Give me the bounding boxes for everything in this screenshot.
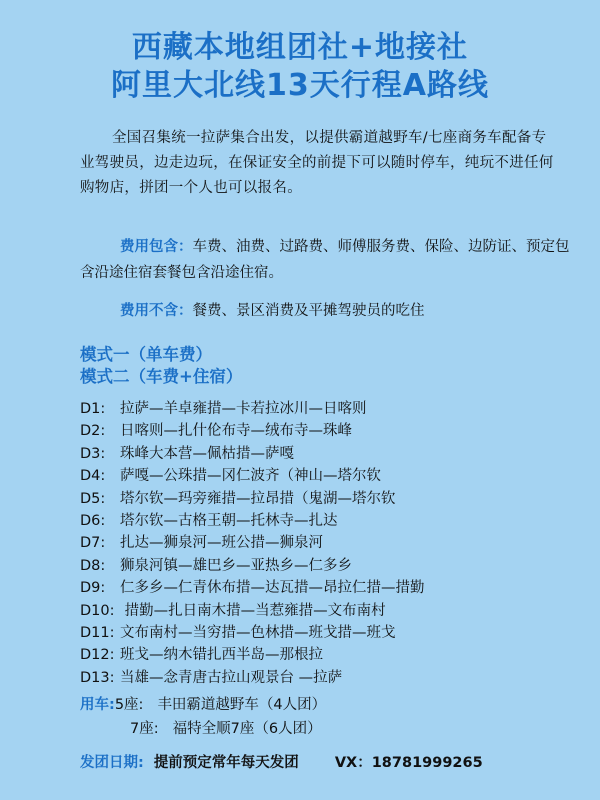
day-route: 塔尔钦—古格王朝—托林寺—扎达 bbox=[120, 512, 338, 529]
vehicle-car-5: 丰田霸道越野车 bbox=[157, 697, 259, 713]
itinerary-day-6 bbox=[80, 510, 580, 532]
page-title: 西藏本地组团社+地接社 bbox=[131, 30, 469, 65]
vehicle-line-2 bbox=[130, 718, 322, 740]
day-route: 文布南村—当穷措—色林措—班戈措—班戈 bbox=[120, 624, 396, 641]
vehicle-label: 用车: bbox=[80, 697, 115, 713]
day-route: 扎达—狮泉河—班公措—狮泉河 bbox=[120, 535, 323, 552]
day-code: D10: bbox=[80, 602, 115, 619]
day-code: D1: bbox=[80, 401, 106, 417]
mode-two: 模式二（车费+住宿） bbox=[80, 367, 243, 386]
vehicle-seats-7: 7座: bbox=[130, 721, 159, 737]
day-route: 狮泉河镇—雄巴乡—亚热乡—仁多乡 bbox=[120, 557, 352, 574]
day-code: D13: bbox=[80, 669, 115, 686]
departure-label: 发团日期: bbox=[80, 755, 144, 771]
day-route: 塔尔钦—玛旁雍措—拉昂措（鬼湖—塔尔钦 bbox=[120, 490, 396, 507]
vehicle-line-1 bbox=[80, 694, 326, 716]
vehicle-seats-5: 5座: bbox=[114, 697, 144, 713]
itinerary-day-7 bbox=[80, 532, 580, 554]
day-code: D8: bbox=[80, 557, 106, 574]
itinerary-day-2 bbox=[80, 420, 580, 442]
itinerary-day-10 bbox=[80, 600, 580, 622]
departure-line bbox=[80, 752, 483, 774]
itinerary-day-1 bbox=[80, 398, 580, 420]
itinerary-day-13 bbox=[80, 667, 580, 689]
itinerary-day-5 bbox=[80, 488, 580, 510]
day-code: D6: bbox=[80, 512, 106, 529]
fees-excluded-text: 餐费、景区消费及平摊驾驶员的吃住 bbox=[192, 303, 425, 319]
itinerary-list bbox=[80, 398, 580, 689]
fees-included-text: 车费、油费、过路费、师傅服务费、保险、边防证、预定包含沿途住宿套餐包含沿途住宿。 bbox=[80, 239, 570, 281]
day-route: 班戈—纳木错扎西半岛—那根拉 bbox=[120, 647, 323, 664]
day-route: 当雄—念青唐古拉山观景台 —拉萨 bbox=[120, 669, 343, 686]
vehicle-group-7: （6人团） bbox=[254, 721, 322, 737]
mode-one: 模式一（单车费） bbox=[80, 345, 212, 364]
contact-text: VX：18781999265 bbox=[334, 755, 483, 771]
day-route: 日喀则—扎什伦布寺—绒布寺—珠峰 bbox=[120, 423, 352, 440]
fees-included bbox=[80, 234, 570, 286]
day-code: D3: bbox=[80, 445, 106, 462]
vehicle-car-7: 福特全顺7座 bbox=[172, 721, 255, 737]
itinerary-day-8 bbox=[80, 555, 580, 577]
day-route: 措勤—扎日南木措—当惹雍措—文布南村 bbox=[120, 602, 386, 619]
itinerary-day-4 bbox=[80, 465, 580, 487]
intro-paragraph bbox=[80, 126, 560, 201]
itinerary-day-12 bbox=[80, 644, 580, 666]
itinerary-day-3 bbox=[80, 443, 580, 465]
fees-included-label: 费用包含： bbox=[120, 239, 193, 255]
page-subtitle: 阿里大北线13天行程A路线 bbox=[111, 68, 489, 103]
day-route: 仁多乡—仁青休布措—达瓦措—昂拉仁措—措勤 bbox=[120, 580, 425, 597]
day-route: 拉萨—羊卓雍措—卡若拉冰川—日喀则 bbox=[120, 401, 367, 417]
day-route: 萨嘎—公珠措—冈仁波齐（神山—塔尔钦 bbox=[120, 468, 381, 485]
fees-excluded-label: 费用不含： bbox=[120, 303, 193, 319]
day-code: D7: bbox=[80, 535, 106, 552]
itinerary-day-11 bbox=[80, 622, 580, 644]
day-code: D11: bbox=[80, 624, 115, 641]
day-code: D9: bbox=[80, 580, 106, 597]
departure-text: 提前预定常年每天发团 bbox=[153, 755, 299, 771]
vehicle-group-5: （4人团） bbox=[258, 697, 327, 713]
day-route: 珠峰大本营—佩枯措—萨嘎 bbox=[120, 445, 294, 462]
intro-text: 全国召集统一拉萨集合出发，以提供霸道越野车/七座商务车配备专业驾驶员，边走边玩，在保证安全的前提下可以随时停车，纯玩不进任何购物店，拼团一个人也可以报名。 bbox=[80, 130, 554, 196]
itinerary-day-9 bbox=[80, 577, 580, 599]
day-code: D4: bbox=[80, 468, 106, 485]
day-code: D2: bbox=[80, 423, 106, 440]
day-code: D5: bbox=[80, 490, 106, 507]
fees-excluded bbox=[120, 298, 600, 324]
day-code: D12: bbox=[80, 647, 115, 664]
